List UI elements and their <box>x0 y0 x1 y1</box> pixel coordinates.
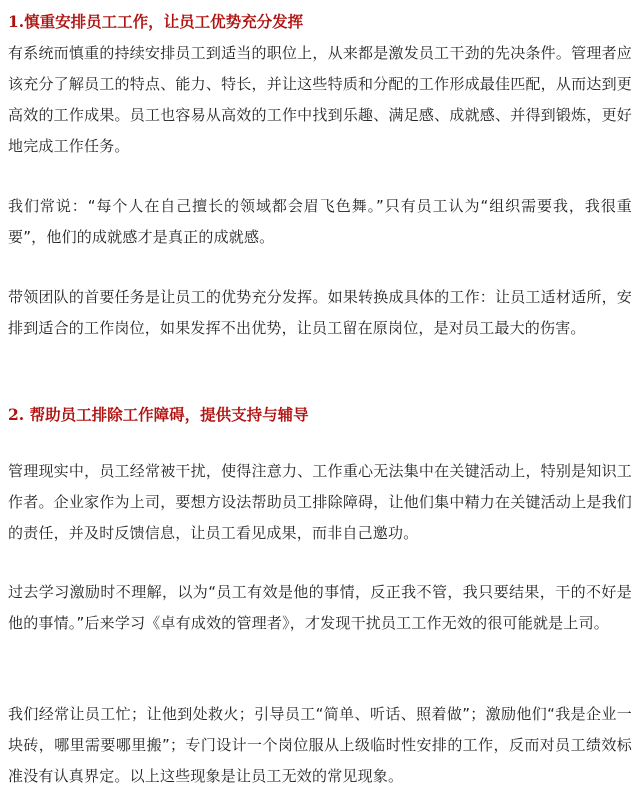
section-2-heading: 2. 帮助员工排除工作障碍，提供支持与辅导 <box>8 405 309 424</box>
section-1-heading: 1.慎重安排员工工作，让员工优势充分发挥 <box>8 12 304 31</box>
section-1-paragraph-3: 带领团队的首要任务是让员工的优势充分发挥。如果转换成具体的工作：让员工适材适所，安排到适合的工作岗位，如果发挥不出优势，让员工留在原岗位，是对员工最大的伤害。 <box>8 288 632 337</box>
section-2-paragraph-1: 管理现实中，员工经常被干扰，使得注意力、工作重心无法集中在关键活动上，特别是知识工作者。企业家作为上司，要想方设法帮助员工排除障碍，让他们集中精力在关键活动上是我们的责任，并及时反馈信息，让员工看见成果，而非自己邀功。 <box>8 462 632 542</box>
section-1-paragraph-1: 有系统而慎重的持续安排员工到适当的职位上，从来都是激发员工干劲的先决条件。管理者应该充分了解员工的特点、能力、特长，并让这些特质和分配的工作形成最佳匹配，从而达到更高效的工作成果。员工也容易从高效的工作中找到乐趣、满足感、成就感、并得到锻炼，更好地完成工作任务。 <box>8 44 632 155</box>
section-2-paragraph-3: 我们经常让员工忙；让他到处救火；引导员工“简单、听话、照着做”；激励他们“我是企业一块砖，哪里需要哪里搬”；专门设计一个岗位服从上级临时性安排的工作，反而对员工绩效标准没有认真界定。以上这些现象是让员工无效的常见现象。 <box>8 705 632 785</box>
section-1-paragraph-2: 我们常说：“每个人在自己擅长的领域都会眉飞色舞。”只有员工认为“组织需要我，我很重要”，他们的成就感才是真正的成就感。 <box>8 197 632 246</box>
section-2-paragraph-2: 过去学习激励时不理解，以为“员工有效是他的事情，反正我不管，我只要结果，干的不好是他的事情。”后来学习《卓有成效的管理者》，才发现干扰员工工作无效的很可能就是上司。 <box>8 583 632 632</box>
